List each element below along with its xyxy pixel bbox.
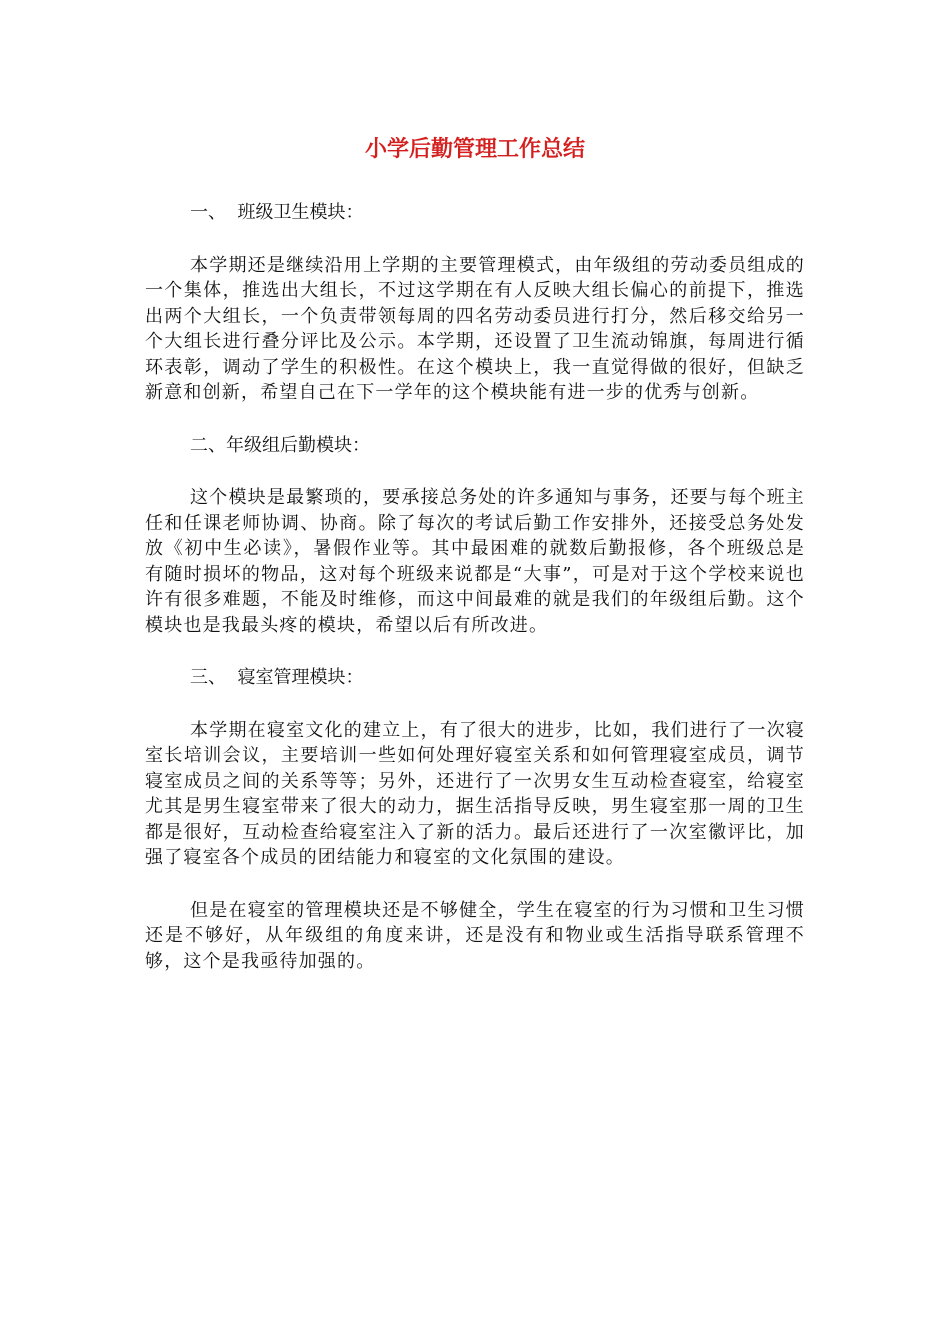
- section-heading-hygiene: 一、 班级卫生模块：: [190, 202, 364, 223]
- document-title: 小学后勤管理工作总结: [364, 137, 585, 162]
- section-heading-logistics: 二、年级组后勤模块：: [190, 434, 370, 456]
- section-heading-dormitory: 三、 寝室管理模块：: [190, 667, 364, 688]
- document-body: [145, 200, 805, 1001]
- paragraph-logistics: 这个模块是最繁琐的，要承接总务处的许多通知与事务，还要与每个班主任和任课老师协调、协商。除了每次的考试后勤工作安排外，还接受总务处发放《初中生必读》，暑假作业等。其中最困难的就数后勤报修，各个班级总是有随时损坏的物品，这对每个班级来说都是“大事”，可是对于这个学校来说也许有很多难题，不能及时维修，而这中间最难的就是我们的年级组后勤。这个模块也是我最头疼的模块，希望以后有所改进。: [145, 487, 805, 636]
- paragraph-dormitory-shortcomings: 但是在寝室的管理模块还是不够健全，学生在寝室的行为习惯和卫生习惯还是不够好，从年级组的角度来讲，还是没有和物业或生活指导联系管理不够，这个是我亟待加强的。: [145, 899, 805, 972]
- paragraph-hygiene: 本学期还是继续沿用上学期的主要管理模式，由年级组的劳动委员组成的一个集体，推选出大组长，不过这学期在有人反映大组长偏心的前提下，推选出两个大组长，一个负责带领每周的四名劳动委员进行打分，然后移交给另一个大组长进行叠分评比及公示。本学期，还设置了卫生流动锦旗，每周进行循环表彰，调动了学生的积极性。在这个模块上，我一直觉得做的很好，但缺乏新意和创新，希望自己在下一学年的这个模块能有进一步的优秀与创新。: [145, 254, 805, 403]
- paragraph-dormitory-progress: 本学期在寝室文化的建立上，有了很大的进步，比如，我们进行了一次寝室长培训会议，主要培训一些如何处理好寝室关系和如何管理寝室成员，调节寝室成员之间的关系等等；另外，还进行了一次男女生互动检查寝室，给寝室尤其是男生寝室带来了很大的动力，据生活指导反映，男生寝室那一周的卫生都是很好，互动检查给寝室注入了新的活力。最后还进行了一次室徽评比，加强了寝室各个成员的团结能力和寝室的文化氛围的建设。: [145, 719, 805, 868]
